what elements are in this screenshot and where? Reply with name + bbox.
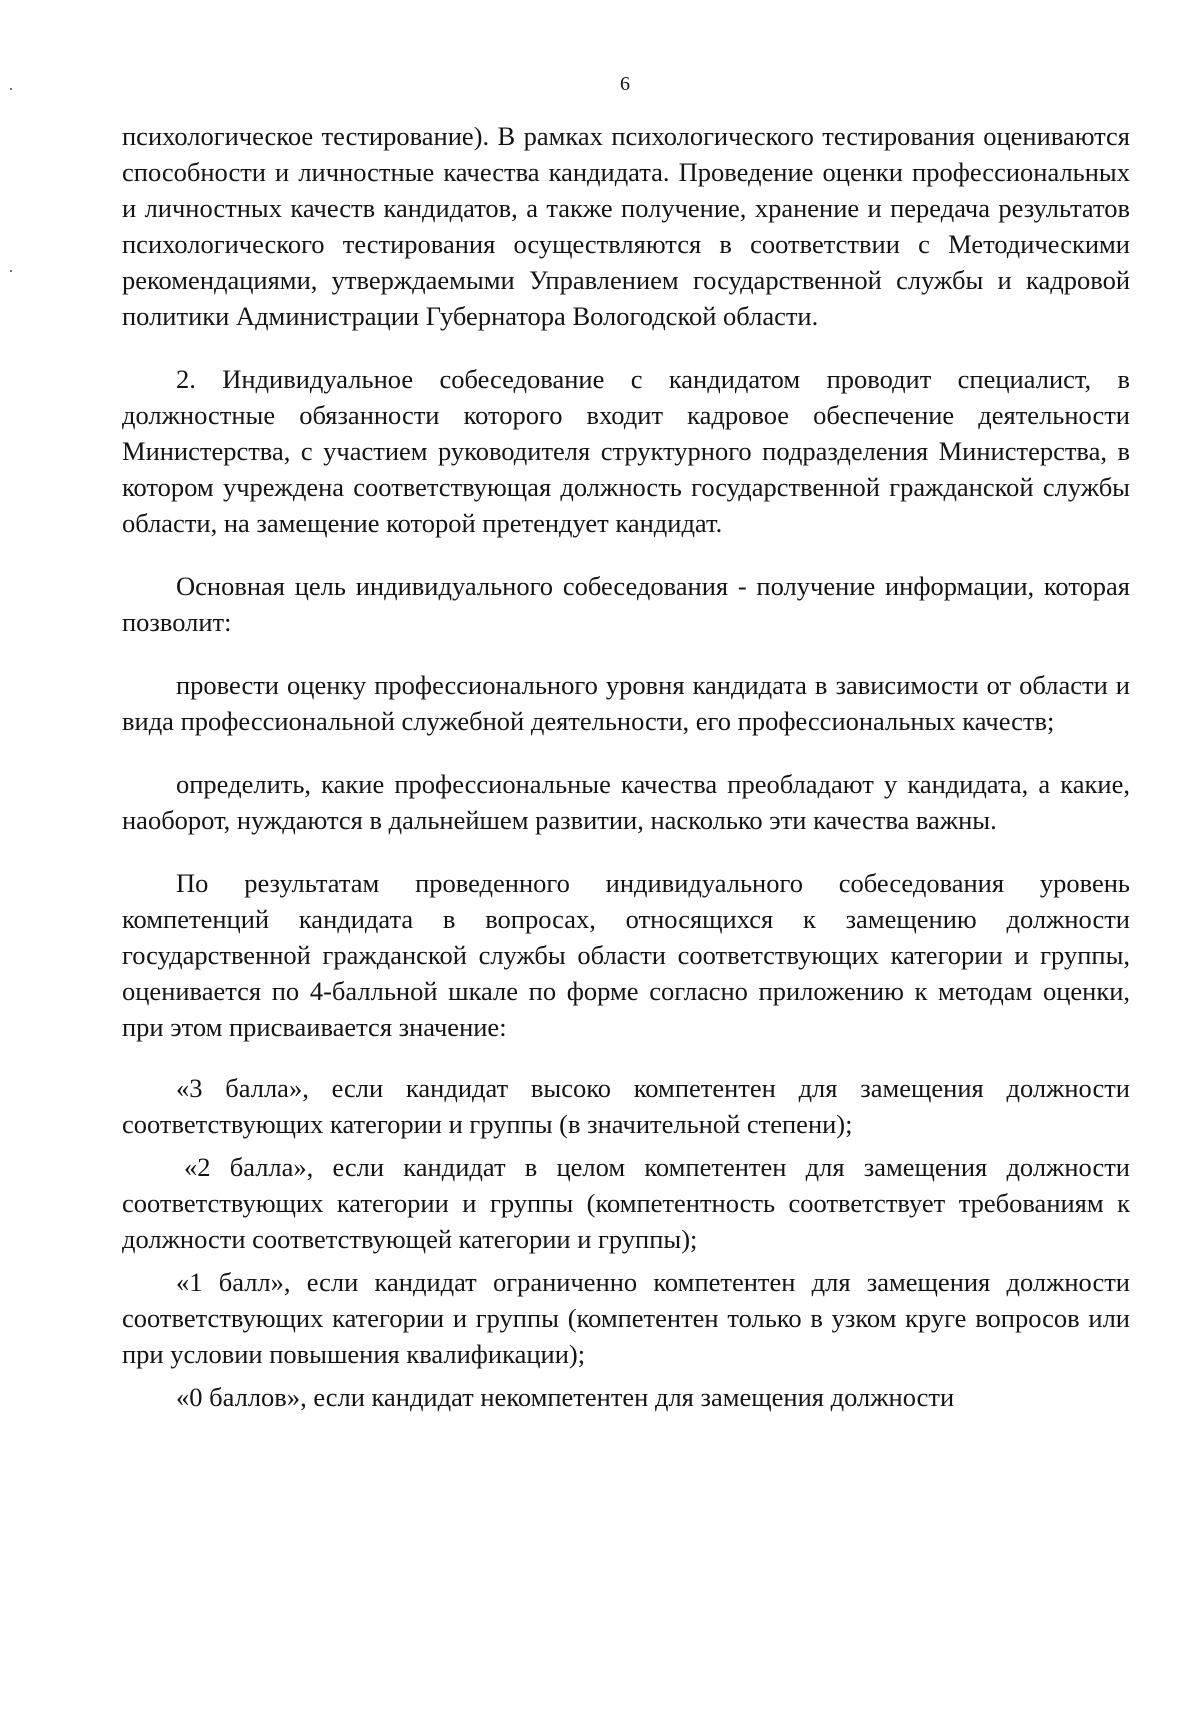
paragraph-score-0: «0 баллов», если кандидат некомпетентен для замещения должности [176,1382,955,1412]
scan-artifact [10,270,12,272]
paragraph-results-scale: По результатам проведенного индивидуального собеседования уровень компетенций кандидата в вопросах, относящихся к замещению должности государственной гражданской службы области соответствующих категории и группы, оценивается по 4-балльной шкале по форме согласно приложению к методам оценки, при этом присваивается значение: [122,868,1130,1042]
paragraph-score-2: «2 балла», если кандидат в целом компетентен для замещения должности соответствующих категории и группы (компетентность соответствует требованиям к должности соответствующей категории и группы); [122,1152,1130,1254]
document-body [122,118,1130,1415]
page-number: 6 [620,73,630,95]
paragraph-assess-level: провести оценку профессионального уровня кандидата в зависимости от области и вида профессиональной служебной деятельности, его профессиональных качеств; [122,670,1130,736]
paragraph-interview-goal: Основная цель индивидуального собеседования - получение информации, которая позволит: [122,571,1130,637]
paragraph-score-1: «1 балл», если кандидат ограниченно компетентен для замещения должности соответствующих категории и группы (компетентен только в узком круге вопросов или при условии повышения квалификации); [122,1267,1130,1369]
paragraph-determine-qualities: определить, какие профессиональные качества преобладают у кандидата, а какие, наоборот, нуждаются в дальнейшем развитии, насколько эти качества важны. [122,769,1130,835]
paragraph-psych-testing: психологическое тестирование). В рамках психологического тестирования оцениваются способности и личностные качества кандидата. Проведение оценки профессиональных и личностных качеств кандидатов, а также получение, хранение и передача результатов психологического тестирования осуществляются в соответствии с Методическими рекомендациями, утверждаемыми Управлением государственной службы и кадровой политики Администрации Губернатора Вологодской области. [122,121,1130,331]
paragraph-interview: 2. Индивидуальное собеседование с кандидатом проводит специалист, в должностные обязанности которого входит кадровое обеспечение деятельности Министерства, с участием руководителя структурного подразделения Министерства, в котором учреждена соответствующая должность государственной гражданской службы области, на замещение которой претендует кандидат. [122,364,1130,538]
paragraph-score-3: «3 балла», если кандидат высоко компетентен для замещения должности соответствующих категории и группы (в значительной степени); [122,1073,1130,1139]
